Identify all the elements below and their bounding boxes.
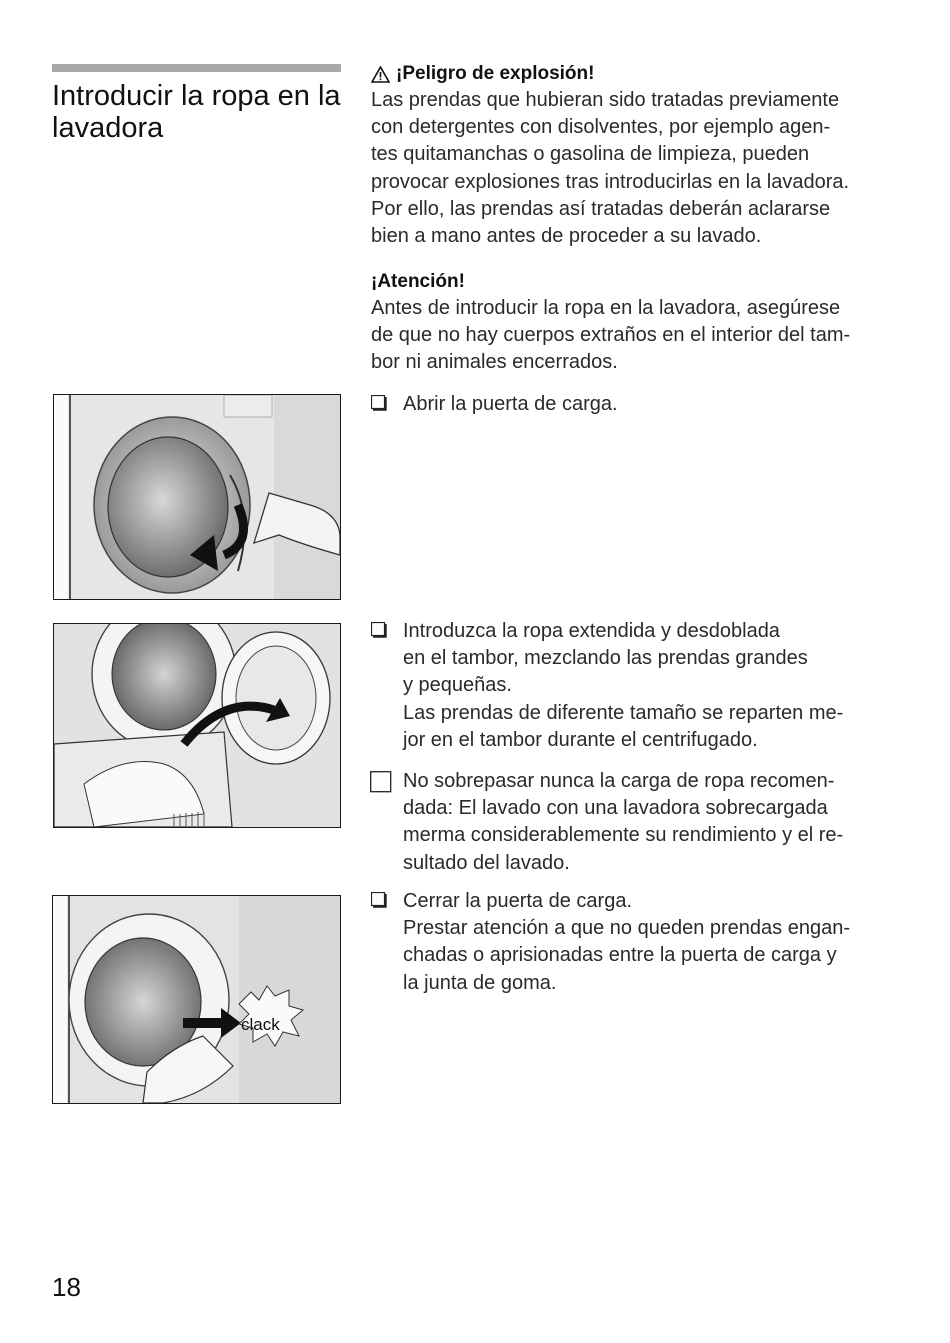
- open-door-illustration: [54, 395, 340, 599]
- step-text: Cerrar la puerta de carga. Prestar atención a que no queden prendas engan- chadas o aprisionadas entre la puerta de carga y la junta de goma.: [403, 890, 851, 994]
- note-text: No sobrepasar nunca la carga de ropa recomen- dada: El lavado con una lavadora sobrecargada merma considerablemente su rendimiento y el re- sultado del lavado.: [403, 770, 844, 874]
- step-text: Introduzca la ropa extendida y desdoblada en el tambor, mezclando las prendas grandes y pequeñas. Las prendas de diferente tamaño se reparten me- jor en el tambor durante el centrifugado.: [403, 620, 844, 751]
- checkbox-icon: [371, 622, 388, 639]
- close-door-illustration: [53, 896, 340, 1103]
- attention-text: Antes de introducir la ropa en la lavadora, asegúrese de que no hay cuerpos extraños en el interior del tam- bor ni animales encerrados.: [371, 297, 851, 374]
- note-box-icon: [370, 771, 392, 793]
- page-number: 18: [52, 1272, 81, 1302]
- warning-text: Las prendas que hubieran sido tratadas previamente con detergentes con disolventes, por ejemplo agen- tes quitamanchas o gasolina de limpieza, pueden provocar explosiones tras introducirlas en la lavadora. Por ello, las prendas así tratadas deberán aclararse bien a mano antes de proceder a su lavado.: [371, 89, 850, 248]
- load-laundry-illustration: [54, 624, 340, 827]
- clack-label: clack: [241, 1015, 280, 1034]
- explosion-warning: [371, 60, 911, 250]
- step-text: Abrir la puerta de carga.: [403, 393, 618, 415]
- title-rule: [52, 64, 341, 72]
- figure-open-door: [53, 394, 341, 600]
- checkbox-icon: [371, 892, 388, 909]
- attention-heading: ¡Atención!: [371, 271, 465, 292]
- warning-heading: ¡Peligro de explosión!: [396, 63, 595, 84]
- figure-close-door: [52, 895, 341, 1104]
- warning-triangle-icon: [371, 66, 390, 83]
- page-title: Introducir la ropa en la lavadora: [52, 80, 341, 144]
- checkbox-icon: [371, 395, 388, 412]
- attention-note: [371, 268, 911, 377]
- figure-load-laundry: [53, 623, 341, 828]
